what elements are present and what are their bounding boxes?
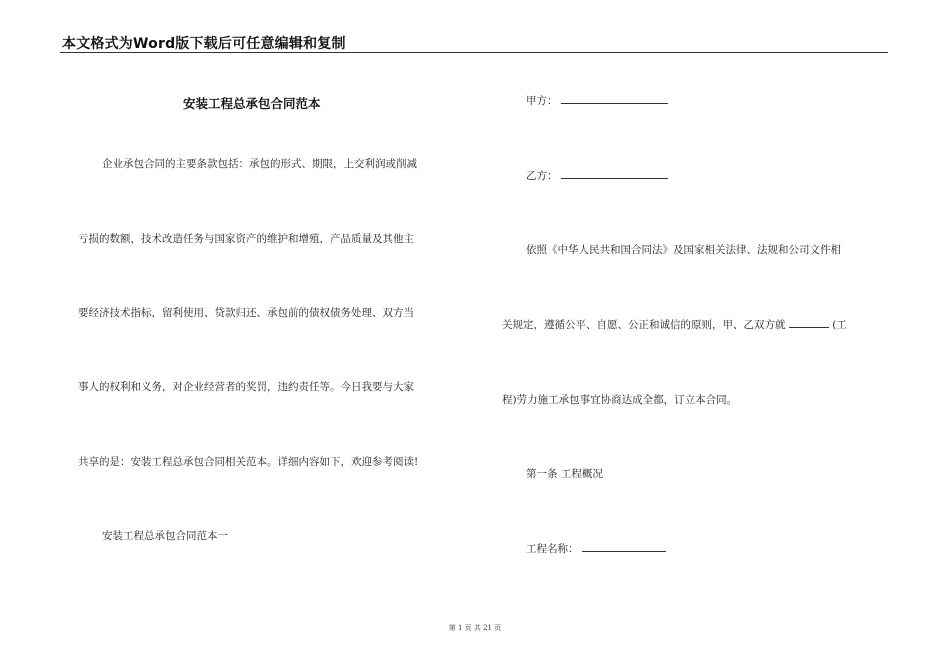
intro-line-2: 亏损的数额，技术改造任务与国家资产的维护和增殖，产品质量及其他主 — [78, 233, 414, 245]
intro-line-5: 共享的是：安装工程总承包合同相关范本。详细内容如下，欢迎参考阅读! — [78, 456, 419, 468]
intro-line-1: 企业承包合同的主要条款包括：承包的形式、期限，上交利润或削减 — [102, 158, 417, 170]
party-b-blank — [561, 168, 668, 179]
party-a-blank — [561, 93, 668, 104]
party-b-line — [526, 168, 668, 183]
header-divider — [60, 52, 888, 53]
party-b-label: 乙方： — [526, 170, 558, 182]
intro-line-3: 要经济技术指标，留利使用、贷款归还、承包前的债权债务处理、双方当 — [78, 307, 414, 319]
clause-line-1: 依照《中华人民共和国合同法》及国家相关法律、法规和公司文件相 — [526, 244, 841, 256]
project-name-label: 工程名称： — [526, 543, 579, 555]
contract-subheading: 安装工程总承包合同范本一 — [102, 530, 228, 542]
clause-line-2-text: 关规定，遵循公平、自愿、公正和诚信的原则，甲、乙双方就 — [502, 319, 786, 331]
project-blank — [789, 317, 829, 328]
document-title: 安装工程总承包合同范本 — [183, 96, 321, 111]
article-1-heading: 第一条 工程概况 — [526, 468, 603, 480]
project-name-blank — [582, 541, 666, 552]
page-number: 第 1 页 共 21 页 — [448, 624, 502, 632]
intro-line-4: 事人的权利和义务，对企业经营者的奖罚，违约责任等。今日我要与大家 — [78, 381, 414, 393]
party-a-label: 甲方： — [526, 95, 558, 107]
clause-line-2 — [502, 317, 847, 332]
project-name-line — [526, 541, 666, 556]
party-a-line — [526, 93, 668, 108]
document-header-title: 本文格式为Word版下载后可任意编辑和复制 — [62, 36, 346, 52]
clause-line-3: 程)劳力施工承包事宜协商达成全都，订立本合同。 — [502, 394, 738, 406]
clause-line-2-tail: (工 — [832, 319, 847, 331]
